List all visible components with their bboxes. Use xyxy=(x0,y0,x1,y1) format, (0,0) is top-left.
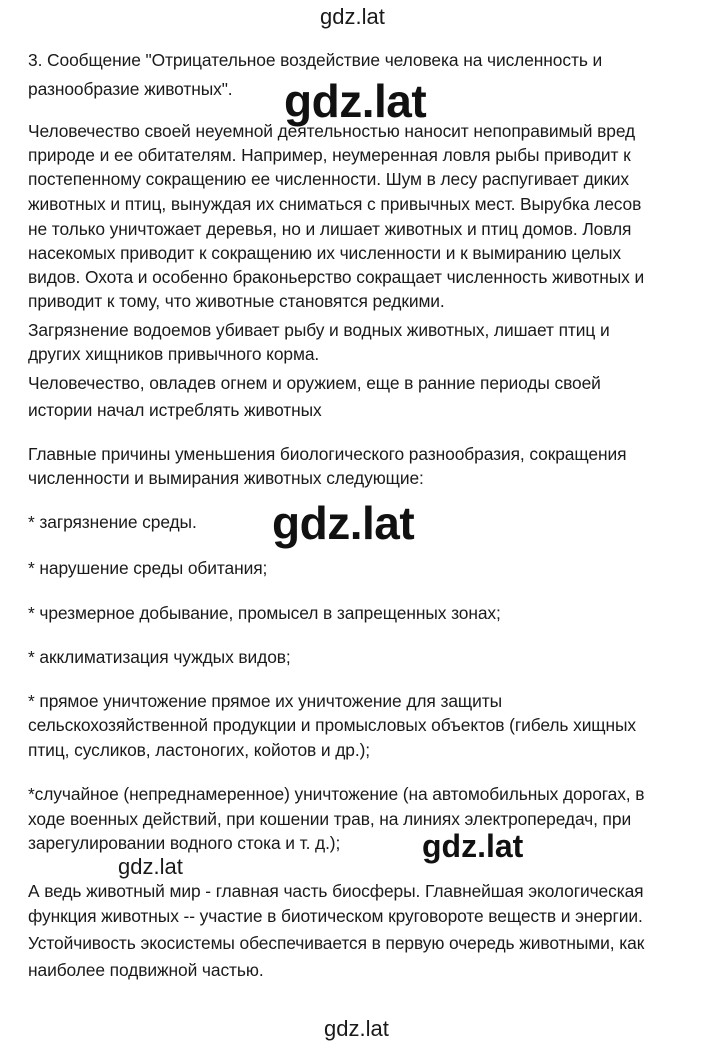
paragraph5-line-2: функция животных -- участие в биотическом круговороте веществ и энергии. xyxy=(28,906,643,926)
paragraph1-line-4: животных и птиц, вынуждая их сниматься с привычных мест. Вырубка лесов xyxy=(28,194,642,214)
heading-line-2: разнообразие животных". xyxy=(28,79,233,99)
paragraph4-line-2: численности и вымирания животных следующие: xyxy=(28,468,424,488)
paragraph1-line-7: видов. Охота и особенно браконьерство сокращает численность животных и xyxy=(28,267,645,287)
watermark-bottom: gdz.lat xyxy=(324,1016,389,1041)
paragraph3-line-2: истории начал истреблять животных xyxy=(28,400,322,420)
paragraph2-line-1: Загрязнение водоемов убивает рыбу и водных животных, лишает птиц и xyxy=(28,320,610,340)
paragraph1-line-3: постепенному сокращению ее численности. Шум в лесу распугивает диких xyxy=(28,169,629,189)
paragraph1-line-8: приводит к тому, что животные становятся редкими. xyxy=(28,291,445,311)
paragraph2-line-2: других хищников привычного корма. xyxy=(28,344,320,364)
list-item-6-line-1: *случайное (непреднамеренное) уничтожение (на автомобильных дорогах, в xyxy=(28,784,645,804)
list-item-5-line-3: птиц, сусликов, ластоногих, койотов и др.); xyxy=(28,740,371,760)
list-item-4: * акклиматизация чуждых видов; xyxy=(28,647,291,667)
paragraph5-line-1: А ведь животный мир - главная часть биосферы. Главнейшая экологическая xyxy=(28,881,644,901)
watermark-middle: gdz.lat xyxy=(272,497,415,549)
paragraph4-line-1: Главные причины уменьшения биологического разнообразия, сокращения xyxy=(28,444,627,464)
watermark-lower-bold: gdz.lat xyxy=(422,828,524,864)
watermark-lower-small: gdz.lat xyxy=(118,854,183,879)
paragraph1-line-5: не только уничтожает деревья, но и лишает животных и птиц домов. Ловля xyxy=(28,219,632,239)
paragraph3-line-1: Человечество, овладев огнем и оружием, еще в ранние периоды своей xyxy=(28,373,601,393)
heading-line-1: 3. Сообщение "Отрицательное воздействие человека на численность и xyxy=(28,50,603,70)
list-item-2: * нарушение среды обитания; xyxy=(28,558,268,578)
paragraph5-line-3: Устойчивость экосистемы обеспечивается в первую очередь животными, как xyxy=(28,933,645,953)
paragraph1-line-2: природе и ее обитателям. Например, неумеренная ловля рыбы приводит к xyxy=(28,145,631,165)
watermark-title-overlay: gdz.lat xyxy=(284,75,427,127)
watermark-top: gdz.lat xyxy=(320,4,385,29)
list-item-1: * загрязнение среды. xyxy=(28,512,197,532)
paragraph5-line-4: наиболее подвижной частью. xyxy=(28,960,264,980)
paragraph1-line-6: насекомых приводит к сокращению их численности и к вымиранию целых xyxy=(28,243,621,263)
list-item-5-line-2: сельскохозяйственной продукции и промысловых объектов (гибель хищных xyxy=(28,715,637,735)
list-item-5-line-1: * прямое уничтожение прямое их уничтожение для защиты xyxy=(28,691,502,711)
list-item-6-line-3: зарегулировании водного стока и т. д.); xyxy=(28,833,341,853)
list-item-6-line-2: ходе военных действий, при кошении трав, на линиях электропередач, при xyxy=(28,809,632,829)
paragraph1-line-1: Человечество своей неуемной деятельностью наносит непоправимый вред xyxy=(28,121,636,141)
list-item-3: * чрезмерное добывание, промысел в запрещенных зонах; xyxy=(28,603,501,623)
